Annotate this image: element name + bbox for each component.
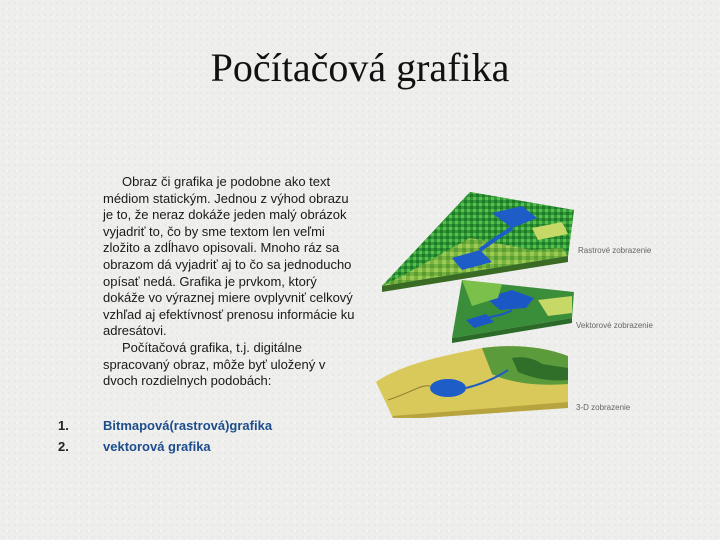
list-item-text: Bitmapová(rastrová)grafika: [103, 418, 273, 433]
figure-label-vector: Vektorové zobrazenie: [576, 321, 653, 330]
graphics-types-list: [58, 415, 272, 457]
map-layers-illustration: [362, 188, 672, 418]
raster-layer: [382, 192, 574, 292]
vector-layer: [452, 280, 574, 343]
list-item: [58, 436, 272, 457]
list-number: 1.: [58, 418, 69, 433]
list-item: [58, 415, 272, 436]
terrain-3d-layer: [376, 346, 568, 418]
figure-label-3d: 3-D zobrazenie: [576, 403, 631, 412]
list-item-text: vektorová grafika: [103, 439, 211, 454]
list-number: 2.: [58, 439, 69, 454]
body-text: [103, 174, 355, 390]
slide-title: Počítačová grafika: [210, 45, 510, 90]
paragraph-forms: Počítačová grafika, t.j. digitálne spracovaný obraz, môže byť uložený v dvoch rozdielnych podobách:: [103, 339, 326, 389]
figure-label-raster: Rastrové zobrazenie: [578, 246, 652, 255]
paragraph-intro: Obraz či grafika je podobne ako text médiom statickým. Jednou z výhod obrazu je to, že neraz dokáže jeden malý obrázok vyjadriť to, čo by sme textom len veľmi zložito a zdĺhavo opisovali. Mnoho ráz sa obrazom dá vyjadriť aj to čo sa jednoducho opísať nedá. Grafika je prvkom, ktorý dokáže vo výraznej miere ovplyvniť celkový vzhľad aj efektívnosť prenosu informácie ku adresátovi.: [103, 174, 355, 339]
